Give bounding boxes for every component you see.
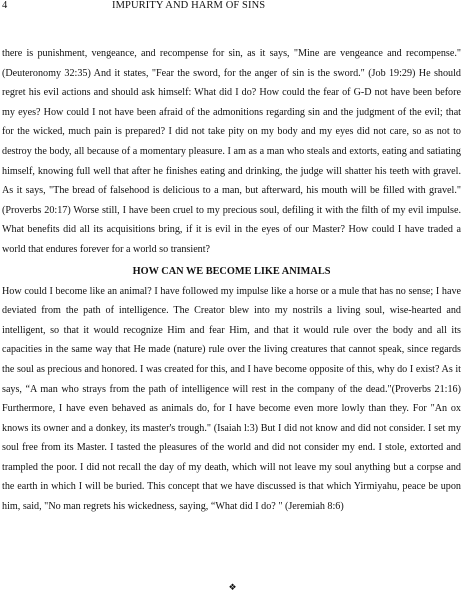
running-header <box>2 0 442 14</box>
running-title: IMPURITY AND HARM OF SINS <box>112 0 266 11</box>
body-text <box>2 44 461 517</box>
paragraph-become-like-animals: How could I become like an animal? I have followed my impulse like a horse or a mule that has no sense; I have deviated from the path of intelligence. The Creator blew into my nostrils a living soul, wise-hearted and intelligent, so that it would recognize Him and fear Him, and that it would rule over the body and all its capacities in the same way that He made (nature) rule over the living creatures that cannot speak, since regards the soul as precious and honored. I was created for this, and I have become opposite of this, why do I exist? As it says, “A man who strays from the path of intelligence will rest in the company of the dead."(Proverbs 21:16) Furthermore, I have even behaved as animals do, for I have become even more lowly than they. For "An ox knows its owner and a donkey, its master's trough." (Isaiah l:3) But I did not know and did not consider. I set my soul free from its Master. I tasted the pleasures of the world and did not consider my end. I stole, extorted and trampled the poor. I did not recall the day of my death, which will not leave my soul anything but a corpse and the earth in which I will be buried. This concept that we have discussed is that which Yirmiyahu, peace be upon him, said, "No man regrets his wickedness, saying, “What did I do? " (Jeremiah 8:6) <box>2 285 461 513</box>
paragraph-punishment-for-sin: there is punishment, vengeance, and recompense for sin, as it says, "Mine are vengeance and recompense." (Deuteronomy 32:35) And it states, "Fear the sword, for the anger of sin is the sword." (Job 19:29) He should regret his evil actions and should ask himself: What did I do? How could the fear of G-D not have been before my eyes? How could I not have been afraid of the admonitions regarding sin and the judgment of the evil; that for the wicked, much pain is prepared? I did not take pity on my body and my eyes did not care, so as not to destroy the body, all because of a momentary pleasure. I am as a man who steals and extorts, eating and satiating himself, knowing full well that after he finishes eating and drinking, the judge will shatter his teeth with gravel. As it says, "The bread of falsehood is delicious to a man, but afterward, his mouth will be filled with gravel." (Proverbs 20:17) Worse still, I have been cruel to my precious soul, defiling it with the filth of my evil impulse. What benefits did all its acquisitions bring, if it is evil in the eyes of our Master? How could I have traded a world that endures forever for a world so transient? <box>2 48 461 255</box>
section-heading: HOW CAN WE BECOME LIKE ANIMALS <box>132 265 331 277</box>
diamond-fleuron-icon: ❖ <box>228 583 237 593</box>
page-number: 4 <box>2 0 8 11</box>
